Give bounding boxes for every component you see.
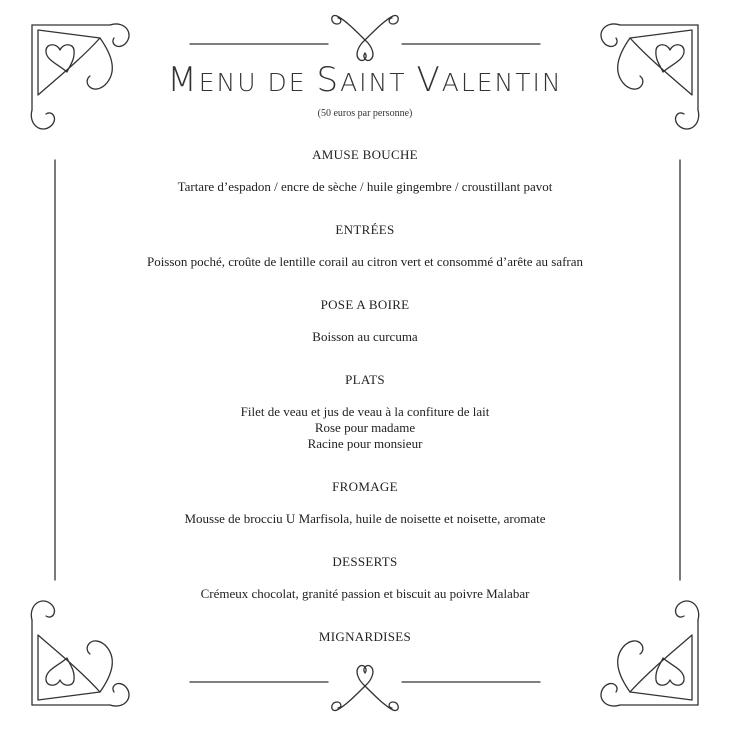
section-mignardises [80, 629, 650, 645]
swirl-top-icon [332, 15, 399, 60]
swirl-bottom-icon [332, 666, 399, 711]
price-subtitle: (50 euros par personne) [317, 108, 413, 119]
section-desserts [80, 554, 650, 602]
section-heading: FROMAGE [332, 479, 398, 494]
dish-line: Poisson poché, croûte de lentille corail au citron vert et consommé d’arête au safran [146, 254, 584, 269]
section-heading: ENTRÉES [335, 222, 395, 237]
menu-sections [80, 147, 650, 661]
title-part: ALENTIN [441, 68, 563, 97]
title-part: V [416, 60, 442, 100]
title-part: M [167, 60, 199, 100]
title-part: AINT [340, 68, 417, 97]
section-plats [80, 372, 650, 452]
section-heading: AMUSE BOUCHE [312, 147, 418, 162]
section-heading: MIGNARDISES [318, 629, 412, 644]
section-entrees [80, 222, 650, 270]
dish-line: Racine pour monsieur [307, 436, 423, 451]
section-heading: PLATS [345, 372, 385, 387]
dish-line: Tartare d’espadon / encre de sèche / huile gingembre / croustillant pavot [177, 179, 553, 194]
dish-line: Boisson au curcuma [312, 329, 418, 344]
section-amuse-bouche [80, 147, 650, 195]
section-fromage [80, 479, 650, 527]
title-part: ENU DE [198, 68, 317, 97]
dish-line: Rose pour madame [314, 420, 416, 435]
section-pose-a-boire [80, 297, 650, 345]
menu-title [0, 60, 730, 100]
dish-line: Filet de veau et jus de veau à la confiture de lait [240, 404, 490, 419]
dish-line: Mousse de brocciu U Marfisola, huile de noisette et noisette, aromate [184, 511, 546, 526]
section-heading: POSE A BOIRE [320, 297, 410, 312]
dish-line: Crémeux chocolat, granité passion et biscuit au poivre Malabar [200, 586, 530, 601]
title-part: S [316, 60, 341, 100]
section-heading: DESSERTS [332, 554, 398, 569]
